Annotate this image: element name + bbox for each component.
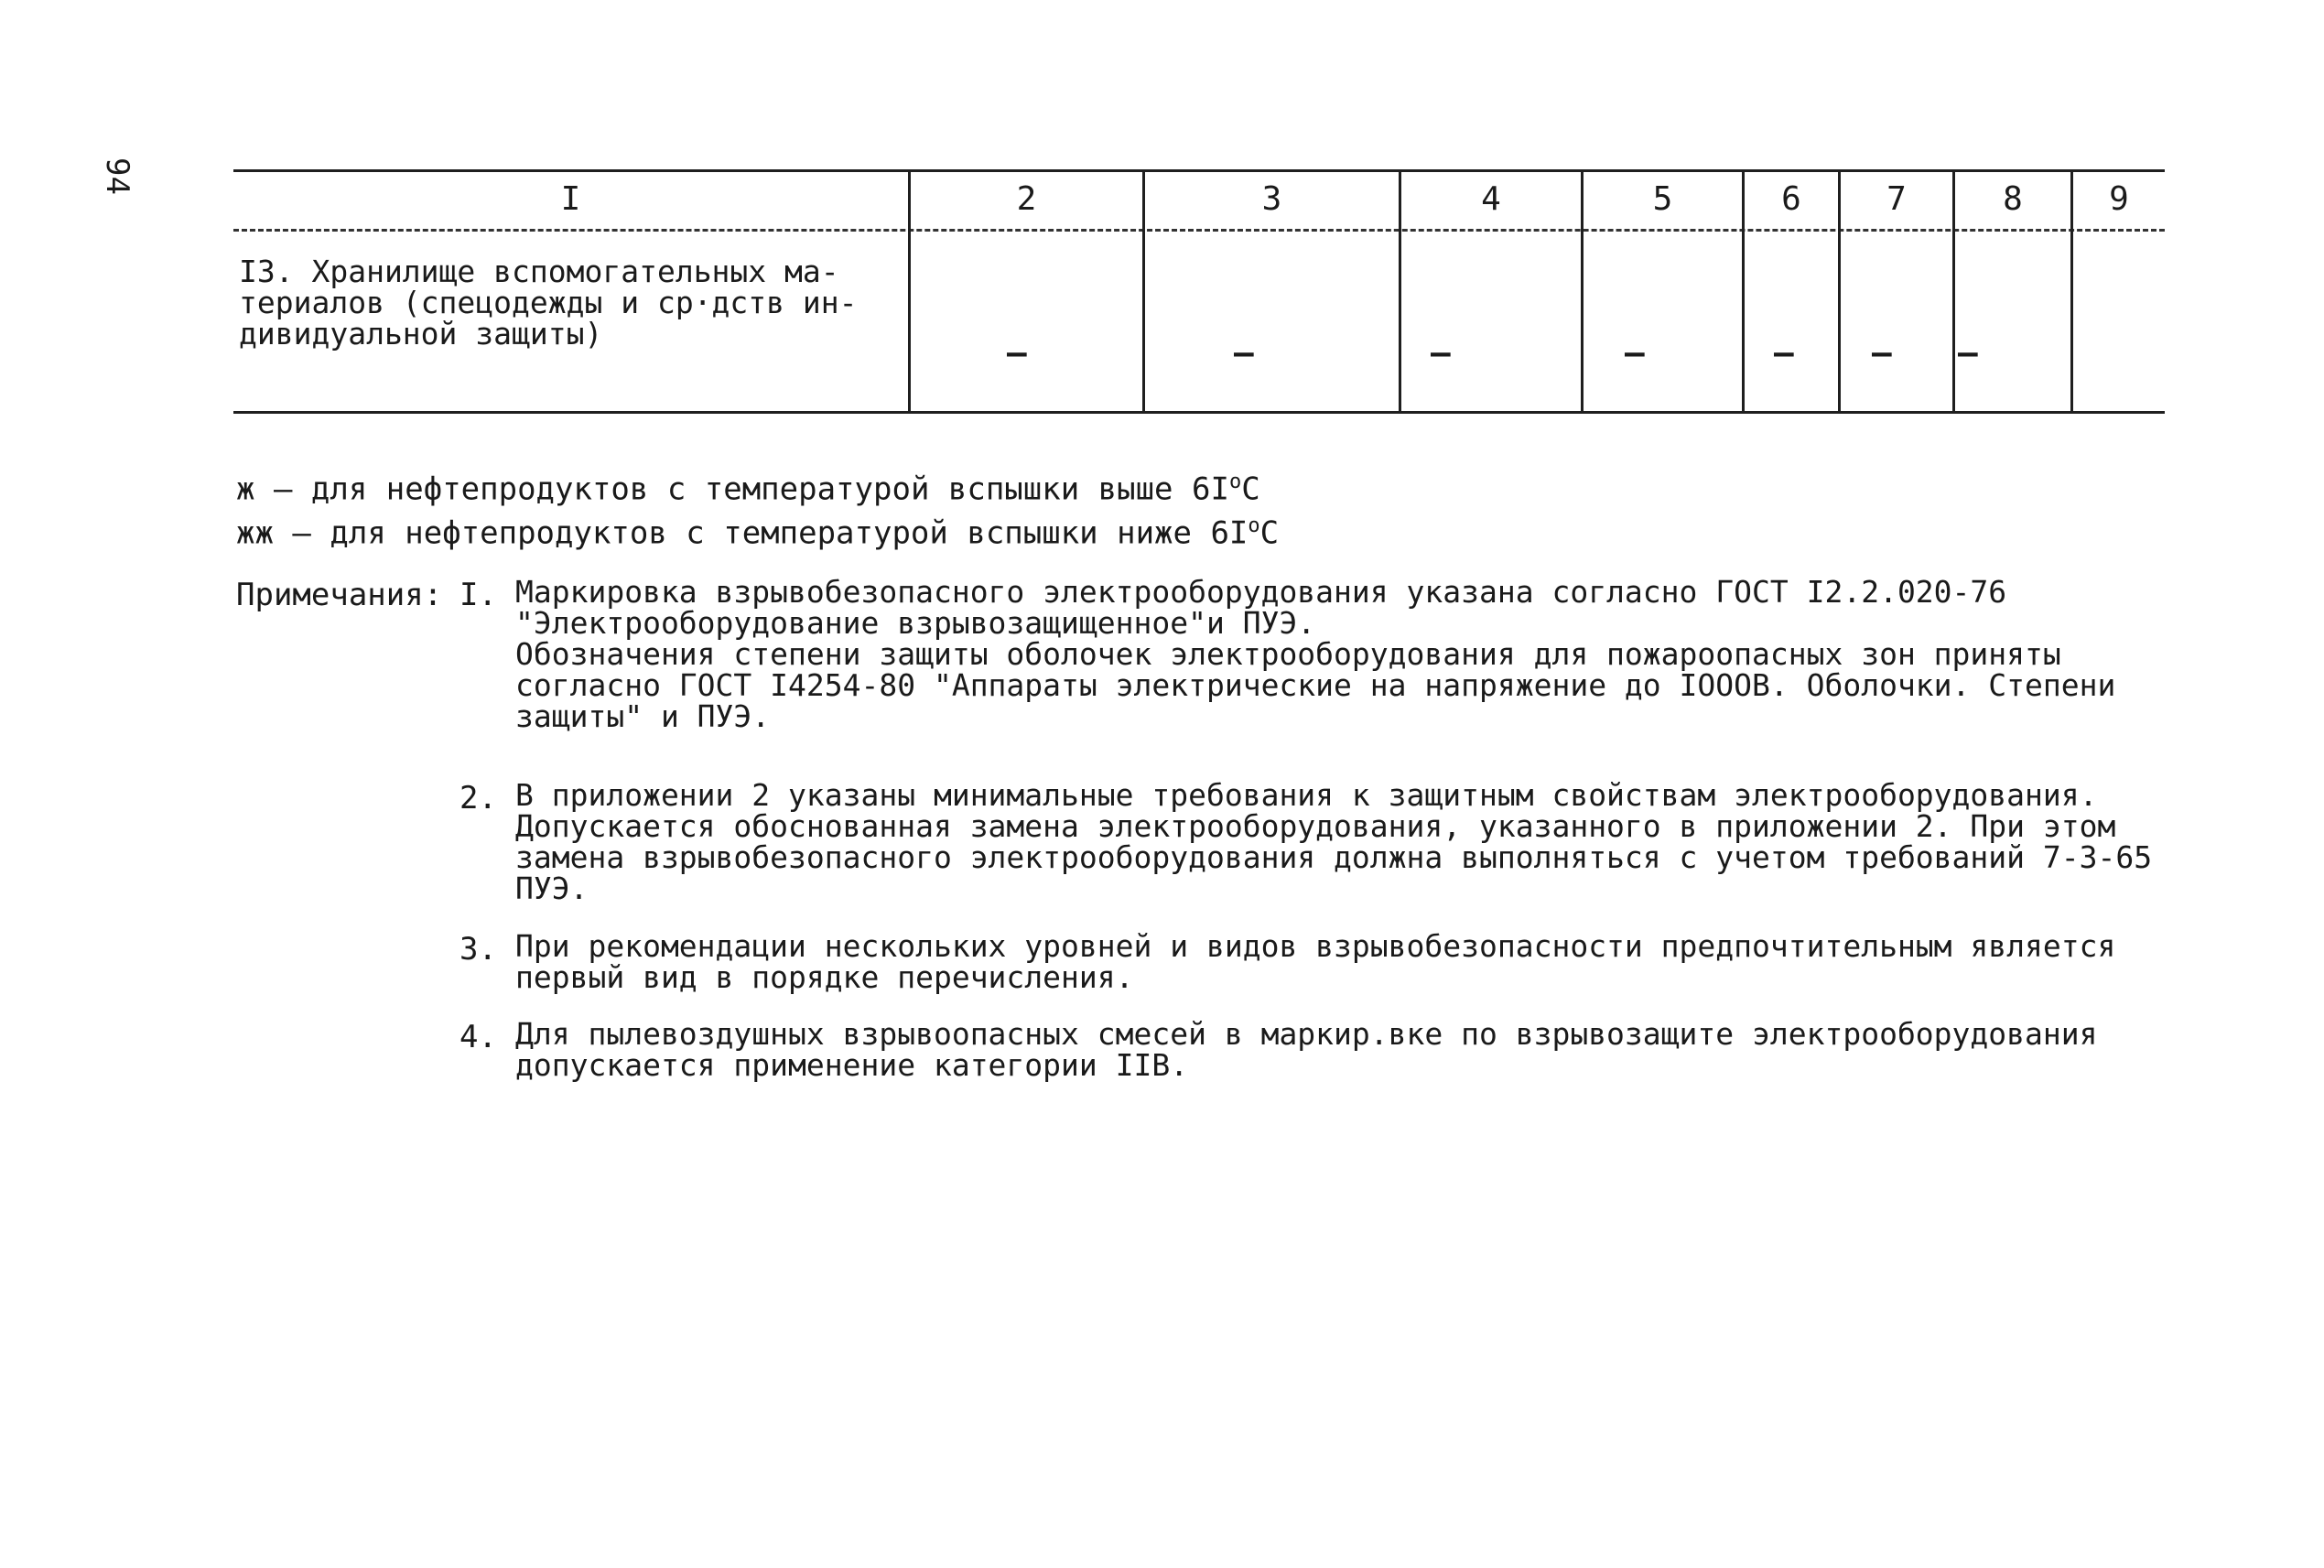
column-header-3: 3 <box>1261 180 1282 218</box>
note-paragraph: В приложении 2 указаны минимальные требования к защитным свойствам электрооборудования. Допускается обоснованная замена электрооборудования, указанного в приложении 2. При этом замена взрывобезопасного электрооборудования должна выполняться с учетом требований 7-3-65 ПУЭ. <box>515 777 2153 906</box>
footnote-text: для нефтепродуктов с температурой вспышки выше 6I <box>310 470 1229 508</box>
note-4 <box>515 1016 2181 1083</box>
note-paragraph: Маркировка взрывобезопасного электрооборудования указана согласно ГОСТ I2.2.020-76 "Электрооборудование взрывозащищенное"и ПУЭ. <box>515 574 2007 641</box>
column-header-8: 8 <box>2003 180 2023 218</box>
column-header-7: 7 <box>1886 180 1907 218</box>
footnote-unit: C <box>1259 514 1280 552</box>
column-header-1: I <box>560 180 581 218</box>
table-header-divider <box>233 229 2165 232</box>
column-header-4: 4 <box>1481 180 1501 218</box>
footnote: ж – для нефтепродуктов с температурой вспышки выше $6I^oC$ <box>236 470 1260 508</box>
footnote-unit: C <box>1241 470 1260 508</box>
table-bottom-rule <box>233 411 2165 414</box>
table-cell: – <box>1958 334 1978 372</box>
table-cell: – <box>1774 334 1794 372</box>
row-label-line: териалов (спецодежды и ср·дств ин- <box>239 285 858 320</box>
table-cell: – <box>1872 334 1892 372</box>
row-label <box>239 256 907 350</box>
note-paragraph: Обозначения степени защиты оболочек электрооборудования для пожароопасных зон приняты согласно ГОСТ I4254-80 "Аппараты электрические на напряжение до IOOOВ. Оболочки. Степени защиты" и ПУЭ. <box>515 636 2116 734</box>
note-paragraph: При рекомендации нескольких уровней и видов взрывобезопасности предпочтительным является первый вид в порядке перечисления. <box>515 928 2116 995</box>
note-number: 4. <box>459 1019 497 1055</box>
note-number: 3. <box>459 931 497 968</box>
note-number: I. <box>459 577 497 613</box>
footnote-marker: жж <box>236 514 274 552</box>
footnote-marker: ж <box>236 470 255 508</box>
column-header-6: 6 <box>1781 180 1801 218</box>
table-top-rule <box>233 169 2165 172</box>
note-paragraph: Для пылевоздушных взрывоопасных смесей в маркир.вке по взрывозащите электрооборудования допускается применение категории IIВ. <box>515 1016 2098 1083</box>
table-cell: – <box>1007 334 1027 372</box>
row-label-line: I3. Хранилище вспомогательных ма- <box>239 254 839 289</box>
page-number: 94 <box>99 157 135 195</box>
note-number: 2. <box>459 780 497 816</box>
equipment-table <box>233 167 2165 418</box>
table-cell: – <box>1431 334 1451 372</box>
footnote-text: для нефтепродуктов с температурой вспышки ниже 6I <box>330 514 1248 552</box>
table-cell: – <box>1625 334 1645 372</box>
note-1 <box>515 574 2181 734</box>
column-header-5: 5 <box>1652 180 1673 218</box>
column-header-9: 9 <box>2109 180 2129 218</box>
row-label-line: дивидуальной защиты) <box>239 316 603 351</box>
note-3 <box>515 928 2181 995</box>
notes-label: Примечания: <box>236 577 443 613</box>
footnote: жж – для нефтепродуктов с температурой вспышки ниже $6I^oC$ <box>236 514 1280 552</box>
table-cell: – <box>1234 334 1254 372</box>
column-header-2: 2 <box>1016 180 1037 218</box>
note-2 <box>515 777 2181 906</box>
